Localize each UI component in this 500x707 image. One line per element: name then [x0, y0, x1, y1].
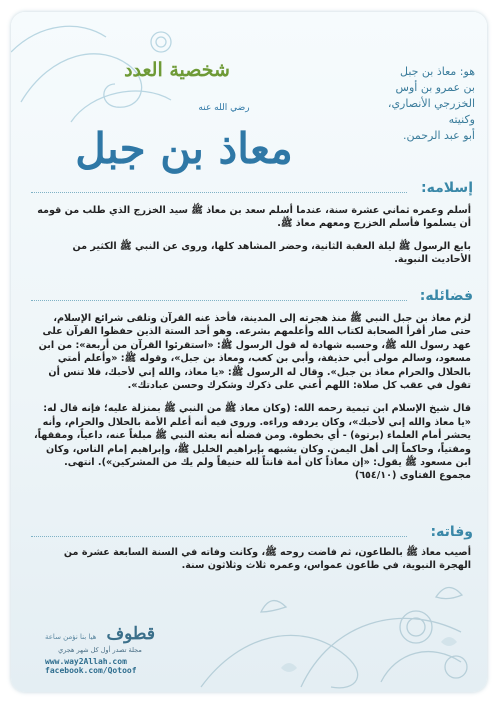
website-link[interactable]: www.way2Allah.com — [45, 657, 127, 666]
header-subtitle: شخصية العدد — [124, 59, 230, 81]
paragraph: قال شيخ الإسلام ابن تيمية رحمه الله: (وكان معاذ ﷺ من النبي ﷺ بمنزلة عليه؛ فإنه قال له: «يا معاذ والله إني لأحبك»، وكان يردفه وراءه. وروى فيه أنه أعلم الأمة بالحلال والحرام، وأنه يحشر أمام العلماء (برتوة) - أي بخطوة. ومن فضله أنه بعثه النبي ﷺ مبلغاً عنه، داعياً، ومفقهاً، ومفتياً، وحاكماً إلى أهل اليمن. وكان يشبهه بإبراهيم الخليل ﷺ، وإبراهيم إمام الناس، وكان ابن مسعود ﷺ يقول: «إن معاذاً كان أمة قانتاً لله حنيفاً ولم يك من المشركين»). انتهى. مجموع الفتاوى (٦٥٤/١٠) — [33, 403, 471, 482]
intro-line: وكنيته — [448, 113, 475, 126]
intro-line: هو: معاذ بن جبل — [399, 65, 475, 78]
intro-block — [333, 64, 475, 144]
brand-logo: قطوف — [106, 624, 155, 644]
paragraph: بايع الرسول ﷺ ليلة العقبة الثانية، وحضر المشاهد كلها، وروى عن النبي ﷺ الكثير من الأحاديث النبوية. — [72, 240, 471, 266]
intro-line: الخزرجي الأنصاري، — [387, 97, 475, 110]
section-title-virtues: فضائله: — [419, 288, 473, 304]
section-title-death: وفاته: — [430, 524, 473, 540]
header-name: معاذ بن جبل — [75, 124, 293, 173]
title-logo — [39, 57, 329, 207]
section-virtues-body — [31, 312, 471, 483]
intro-line: أبو عبد الرحمن. — [403, 129, 475, 142]
floral-decoration-bottom — [181, 572, 487, 692]
honorific-text: رضي الله عنه — [198, 103, 250, 113]
paragraph: أصيب معاذ ﷺ بالطاعون، ثم فاضت روحه ﷺ، وكانت وفاته في السنة السابعة عشرة من الهجرة النبوية، في طاعون عمواس، وعمره ثلاث وثلاثون سنة. — [63, 547, 471, 572]
magazine-tagline: مجلة تصدر أول كل شهر هجري — [58, 646, 142, 654]
facebook-link[interactable]: facebook.com/Qotoof — [45, 666, 137, 675]
brand-tagline: هيا بنا نؤمن ساعة — [45, 633, 97, 641]
footer-branding — [45, 624, 155, 675]
section-death-body — [31, 546, 471, 573]
title-divider — [31, 300, 407, 301]
paragraph: لزم معاذ بن جبل النبي ﷺ منذ هجرته إلى المدينة، فأخذ عنه القرآن وتلقى شرائع الإسلام، حتى صار أقرأ الصحابة لكتاب الله وأعلمهم بشرعه. وهو أحد الستة الذين حفظوا القرآن على عهد رسول الله ﷺ، وحسبه شهادة له قول الرسول ﷺ: «استقرئوا القرآن من أربعة»: من ابن مسعود، وسالم مولى أبي حذيفة، وأبي بن كعب، ومعاذ بن جبل»، وقوله ﷺ: «وأعلم أمتي بالحلال والحرام معاذ بن جبل». وقال له الرسول ﷺ: «يا معاذ، والله إني لأحبك، فلا تنس أن تقول في عقب كل صلاة: اللهم أعني على ذكرك وشكرك وحسن عبادتك». — [38, 313, 471, 392]
section-islam-body — [31, 204, 471, 267]
document-frame — [11, 12, 487, 692]
section-title-islam: إسلامه: — [421, 180, 473, 196]
title-divider — [31, 536, 407, 537]
title-divider — [31, 192, 407, 193]
paragraph: أسلم وعمره ثماني عشرة سنة، عندما أسلم سعد بن معاذ ﷺ سيد الخزرج الذي طلب من قومه أن يسلموا فأسلم الخزرج ومعهم معاذ ﷺ. — [37, 205, 471, 230]
intro-line: بن عمرو بن أوس — [395, 81, 475, 94]
